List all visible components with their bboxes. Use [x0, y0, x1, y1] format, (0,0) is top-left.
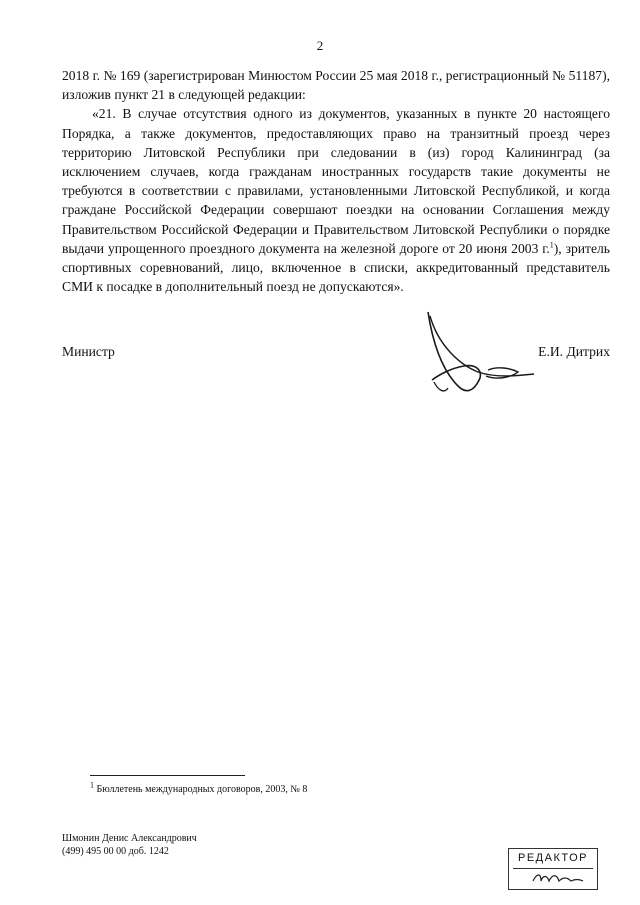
footnote-number: 1 — [90, 780, 94, 790]
footnote-reference: 1 — [549, 240, 554, 250]
signatory-title: Министр — [62, 344, 115, 359]
footnote-separator — [90, 775, 245, 776]
intro-paragraph: 2018 г. № 169 (зарегистрирован Минюстом России 25 мая 2018 г., регистрационный № 51187), изложив пункт 21 в следующей редакции: — [62, 68, 610, 103]
contact-phone: (499) 495 00 00 доб. 1242 — [62, 846, 169, 857]
page-number: 2 — [316, 38, 324, 53]
quoted-paragraph-main: «21. В случае отсутствия одного из документов, указанных в пункте 20 настоящего Порядка, а также документов, предоставляющих право на транзитный проезд через территорию Литовской Республики при следовании в (из) город Калининград (за исключением случаев, когда гражданам иностранных государств такие документы не требуются в соответствии с правилами, установленными Литовской Республикой, и когда граждане Российской Федерации совершают поездки на основании Соглашения между Правительством Российской Федерации и Правительством Литовской Республики о порядке выдачи упрощенного проездного документа на железной дороге от 20 июня 2003 г. — [62, 106, 610, 256]
stamp-initials-signature — [529, 869, 585, 887]
footnote — [90, 780, 308, 795]
contact-name: Шмонин Денис Александрович — [62, 833, 197, 844]
quoted-paragraph — [62, 104, 610, 296]
quoted-paragraph-tail: ), зритель спортивных соревнований, лицо, включенное в списки, аккредитованный представитель СМИ к посадке в дополнительный поезд не допускаются». — [62, 240, 610, 295]
contact-block — [62, 832, 197, 858]
footnote-text: Бюллетень международных договоров, 2003, № 8 — [94, 784, 308, 795]
stamp-title: РЕДАКТОР — [518, 852, 588, 864]
body-text — [62, 66, 610, 296]
signatory-name: Е.И. Дитрих — [538, 344, 610, 359]
handwritten-signature — [418, 308, 538, 398]
editor-stamp — [508, 848, 598, 890]
